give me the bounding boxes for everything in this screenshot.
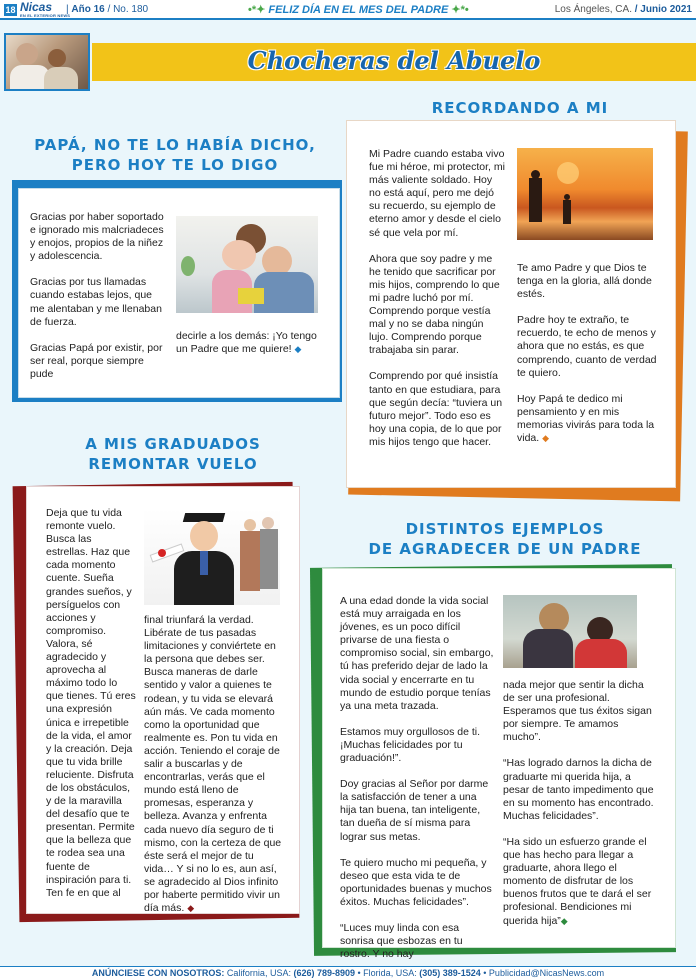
center-title-text: FELIZ DÍA EN EL MES DEL PADRE <box>268 4 449 16</box>
heading-line-1: A MIS GRADUADOS <box>85 435 261 453</box>
section-banner <box>92 43 696 81</box>
paragraph: Te amo Padre y que Dios te tenga en la gloria, allá donde estés. <box>517 262 652 301</box>
article-text-graduados-col1: Deja que tu vida remonte vuelo. Busca las estrellas. Haz que cada momento cuente. Sueña grandes sueños, y persíguelos con acciones y compromiso. Valora, sé agradecido y aprovecha al máximo todo lo que tienes. Tú eres una expresión única e irrepetible de la vida, el amor y la creación. Deja que tu vida brille reluciente. Disfruta de los obstáculos, y de la maravilla del desafío que te presentan. Permite que la belleza que te rodea sea una fuente de inspiración para ti. Ten fe en que al <box>46 507 136 899</box>
star-icon: ✦*• <box>451 4 469 16</box>
heading-line-2: REMONTAR VUELO <box>88 455 258 473</box>
paragraph: Mi Padre cuando estaba vivo fue mi héroe, mi protector, mi más valiente soldado. Hoy no está aquí, pero me dejó su recuerdo, su ejemplo de eterno amor y desde el cielo sé que vela por mí. <box>369 148 505 239</box>
paragraph: A una edad donde la vida social está muy arraigada en los jóvenes, es un poco difícil privarse de una fiesta o compromiso social, sin embargo, tú has preferido dejar de lado la vida social y encerrarte en tu mundo de estudio porque tenías ya una meta trazada. <box>340 595 494 712</box>
heading-line-2: PERO HOY TE LO DIGO <box>71 156 279 174</box>
paragraph: Comprendo por qué insistía tanto en que estudiara, para que según decía: “tuviera un futuro mejor”. Todo eso es hoy una copia, de lo que por mis hijos tengo que hacer. <box>369 370 503 448</box>
section-title: Chocheras del Abuelo <box>247 46 541 75</box>
end-diamond-icon: ◆ <box>542 433 550 444</box>
paragraph: decirle a los demás: ¡Yo tengo un Padre que me quiere! <box>176 330 317 356</box>
paragraph: nada mejor que sentir la dicha de ser una profesional. Esperamos que tus éxitos sigan por siempre. Te amamos mucho”. <box>503 679 652 744</box>
top-bar <box>0 0 696 20</box>
article-heading-papa <box>10 135 340 175</box>
heading-line-2: DE AGRADECER DE UN PADRE <box>368 540 642 558</box>
location: Los Ángeles, CA. <box>554 4 632 15</box>
footer-email-link[interactable]: • Publicidad@NicasNews.com <box>483 968 605 978</box>
end-diamond-icon: ◆ <box>294 344 302 355</box>
article-text-recordando-col1 <box>369 148 505 449</box>
logo-text: Nicas <box>20 0 53 14</box>
article-text-graduados-col2 <box>144 614 282 915</box>
nicas-logo <box>20 2 70 18</box>
article-text-ejemplos-col2 <box>503 679 657 928</box>
paragraph: Te quiero mucho mi pequeña, y deseo que esta vida te de oportunidades buenas y muchos éxitos. Muchas felicidades”. <box>340 856 492 908</box>
logo-subtitle: EN EL EXTERIOR NEWS <box>20 13 71 18</box>
article-heading-ejemplos <box>360 519 650 559</box>
footer-fl: • Florida, USA: <box>357 968 417 978</box>
footer-label: ANÚNCIESE CON NOSOTROS: <box>91 968 225 978</box>
paragraph: Gracias Papá por existir, por ser real, porque siempre pude <box>30 341 163 380</box>
footer <box>0 966 696 979</box>
article-text-recordando-col2 <box>517 262 657 445</box>
paragraph: Hoy Papá te dedico mi pensamiento y en mis memorias vivirás para toda la vida. <box>517 392 655 445</box>
paragraph: Estamos muy orgullosos de ti. ¡Muchas felicidades por tu graduación!”. <box>340 725 481 765</box>
footer-fl-phone[interactable]: (305) 389-1524 <box>419 968 481 978</box>
star-icon: •*✦ <box>248 4 266 16</box>
end-diamond-icon: ◆ <box>560 915 568 926</box>
father-daughter-photo <box>176 216 318 313</box>
paragraph: “Ha sido un esfuerzo grande el que has hecho para llegar a graduarte, ahora llego el momento de disfrutar de los buenos frutos que te dará el ser profesional. Bendiciones mi querida hija” <box>503 835 652 927</box>
article-heading-recordando: RECORDANDO A MI <box>431 99 609 117</box>
paragraph: Doy gracias al Señor por darme la satisfacción de tener a una hija tan buena, tan inteligente, tan dueña de sí misma para lograr sus metas. <box>340 778 489 843</box>
header-location-date <box>555 4 692 15</box>
paragraph: “Has logrado darnos la dicha de graduarte mi querida hija, a pesar de tanto impedimento que en su momento has encontrado. Muchas felicidades”. <box>503 757 654 822</box>
article-text-papa-col1 <box>30 211 166 381</box>
sunset-father-son-photo <box>517 148 653 240</box>
date: / Junio 2021 <box>634 4 692 15</box>
heading-line-1: DISTINTOS EJEMPLOS <box>405 520 605 538</box>
paragraph: Ahora que soy padre y me he tenido que sacrificar por mis hijos, comprendo lo que mi padre luchó por mí. Comprendo porque vestía mal y no se daba ningún lujo. Comprendo porque trabajaba sin parar. <box>369 252 500 357</box>
mother-daughter-photo <box>503 595 637 668</box>
paragraph: Padre hoy te extraño, te recuerdo, te echo de menos y ahora que no estás, es que comprendo, cuanto de verdad te quiero. <box>517 314 657 379</box>
article-heading-graduados <box>48 434 298 474</box>
page-number: 18 <box>5 5 16 15</box>
paragraph: “Luces muy linda con esa sonrisa que esbozas en tu rostro. Y no hay <box>340 921 463 961</box>
grandfather-photo <box>4 33 90 91</box>
heading-line-1: PAPÁ, NO TE LO HABÍA DICHO, <box>34 136 316 154</box>
footer-ca: California, USA: <box>226 968 291 978</box>
header-center-title <box>248 3 469 16</box>
issue-year: Año 16 <box>71 4 105 15</box>
paragraph: Gracias por haber soportado e ignorado mis malcriadeces y enojos, propios de la niñez y adolescencia. <box>30 211 164 263</box>
issue-number: / No. 180 <box>107 4 149 15</box>
paragraph: Gracias por tus llamadas cuando estabas lejos, que me alentaban y me llenaban de fuerza. <box>30 276 162 328</box>
paragraph: final triunfará la verdad. Libérate de tus pasadas limitaciones y conviértete en la persona que debes ser. Busca maneras de darle sentido y valor a quienes te rodean, y tu vida se elevará aún más. Ve cada momento como la oportunidad que realmente es. Pon tu vida en acción. Teniendo el coraje de salir a buscarlas y de encontrarlas, verás que el mundo está lleno de promesas, esperanza y belleza. Avanza y enfrenta cada nuevo día seguro de ti mismo, con la certeza de que éste será el mejor de tu vida… Y si no lo es, aun así, se agradecido al Dios infinito por haberte permitido vivir un día más. <box>144 614 282 915</box>
article-text-papa-col2 <box>176 330 326 356</box>
end-diamond-icon: ◆ <box>187 903 195 914</box>
graduate-photo <box>144 509 280 605</box>
issue-info: | Año 16 / No. 180 <box>66 4 149 15</box>
article-text-ejemplos-col1 <box>340 595 494 961</box>
footer-ca-phone[interactable]: (626) 789-8909 <box>293 968 356 978</box>
